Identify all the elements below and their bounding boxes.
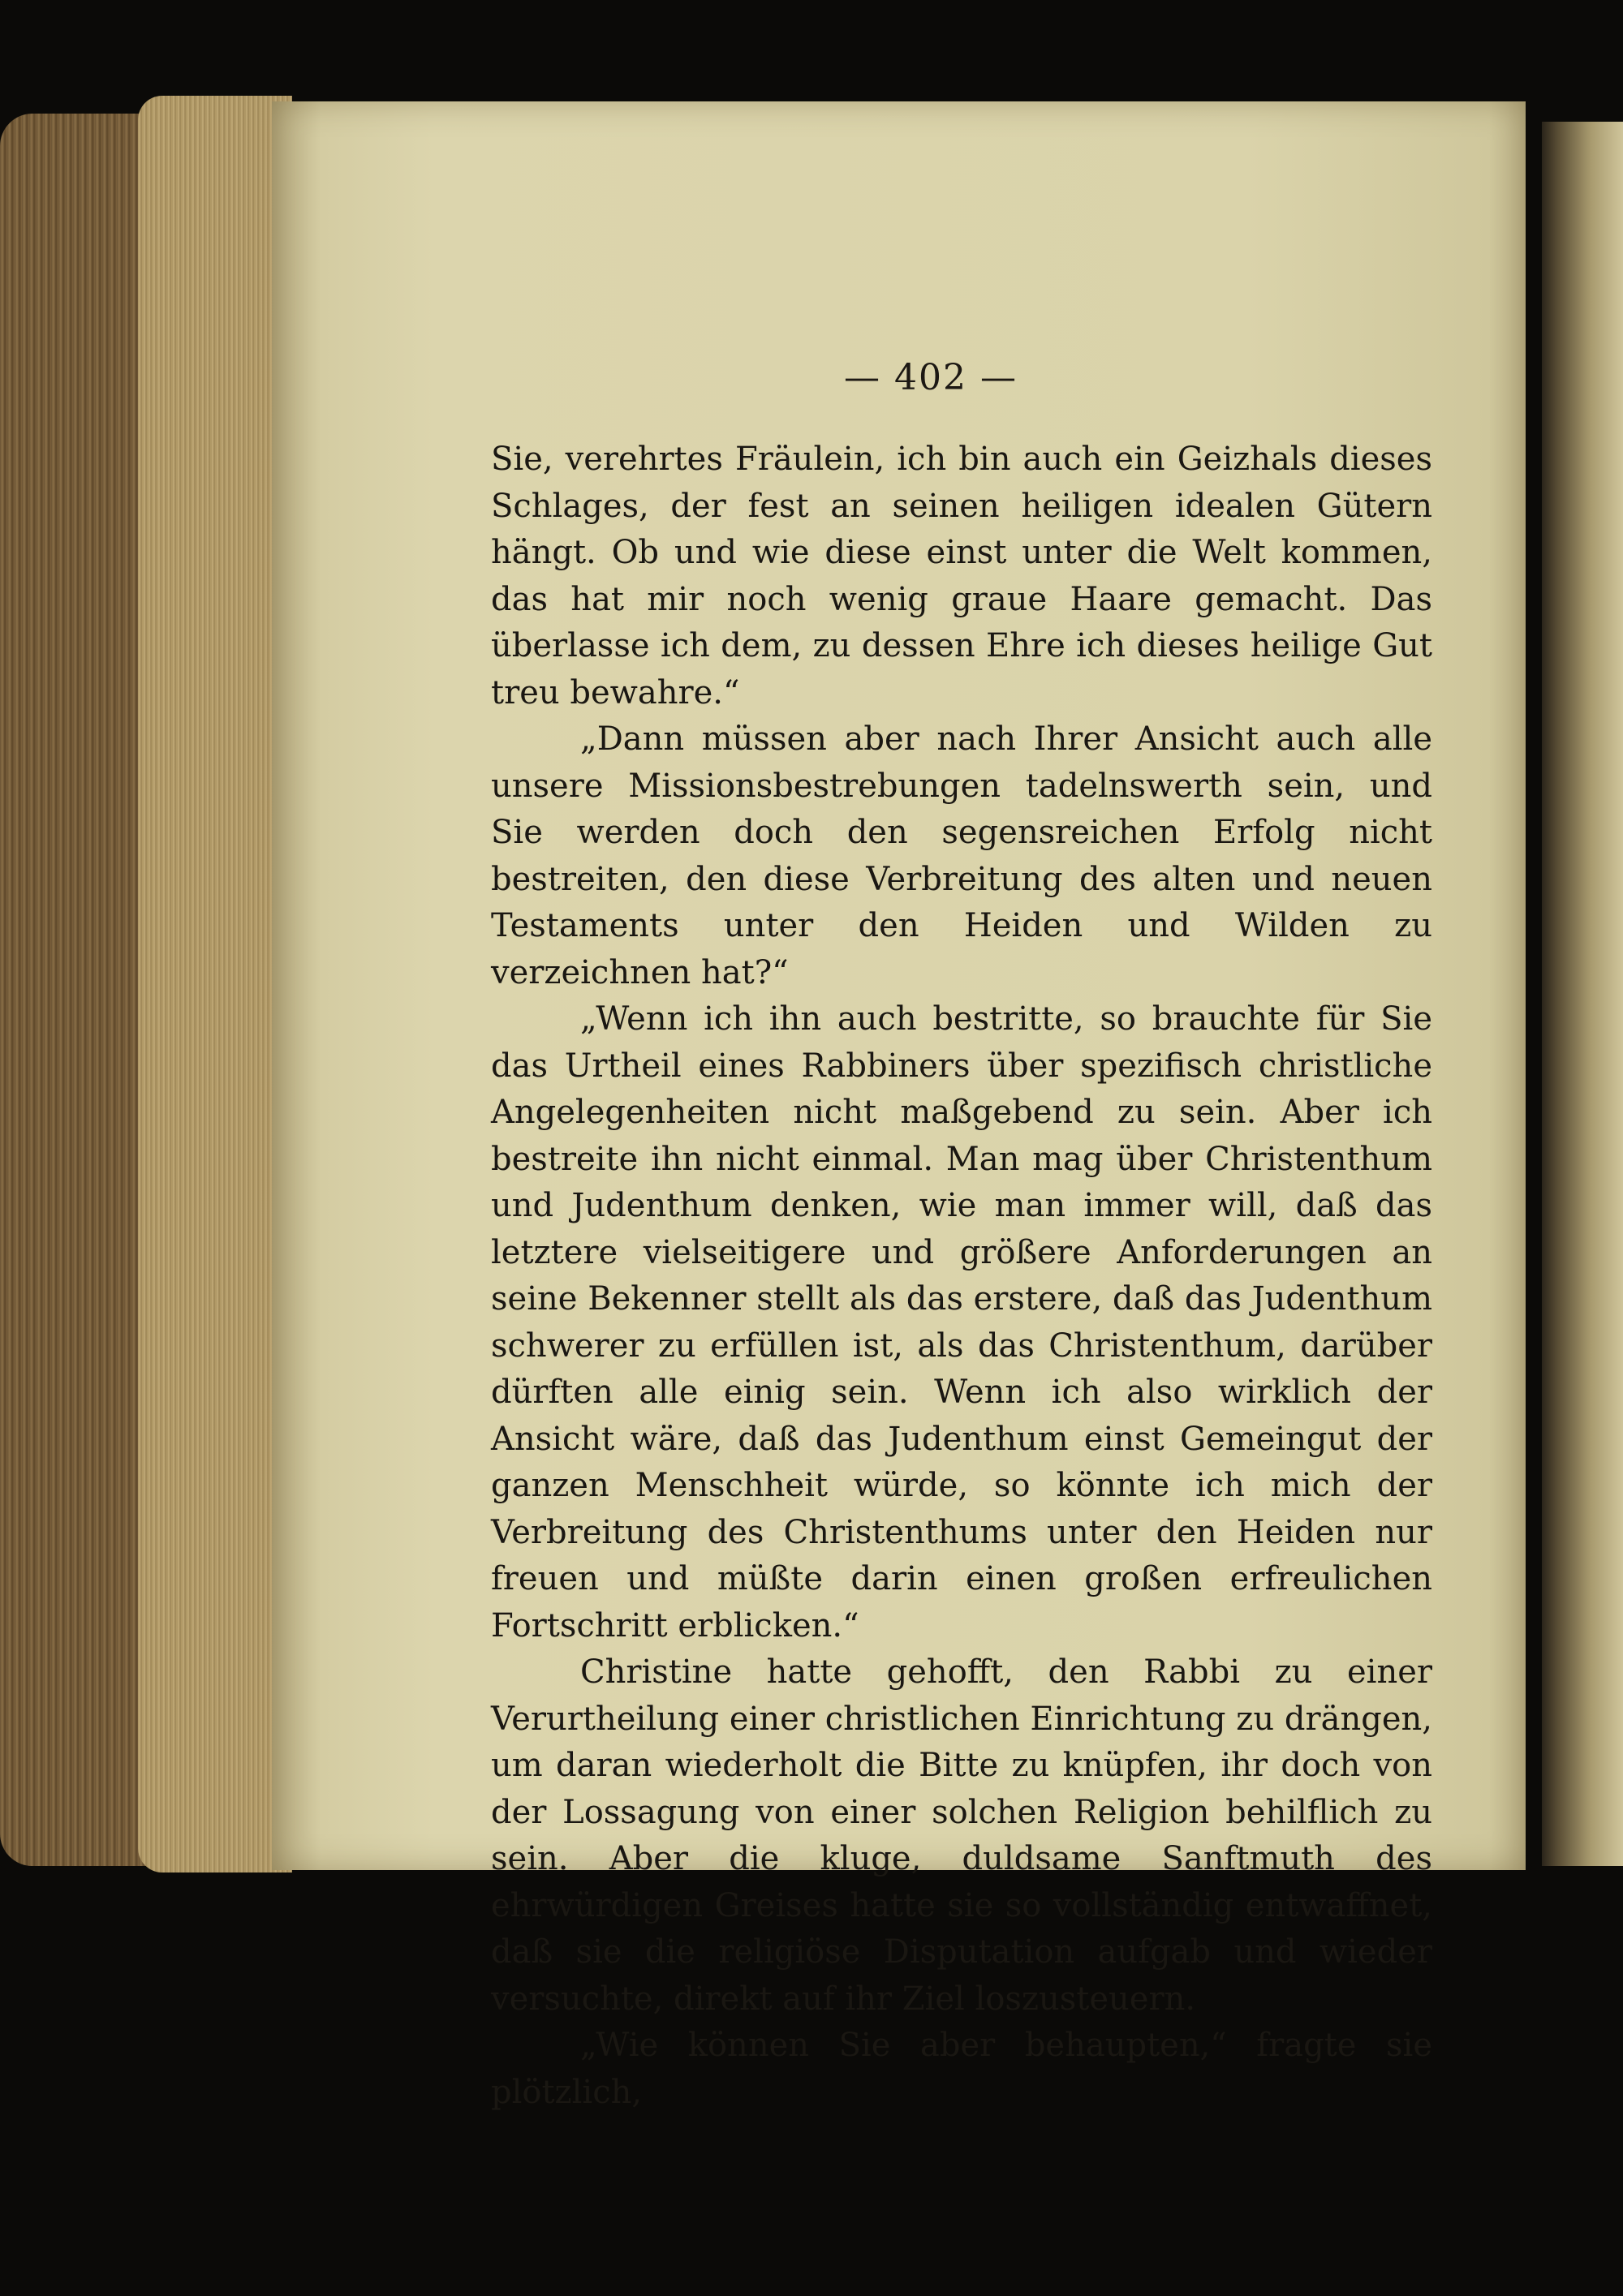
paragraph: „Wie können Sie aber behaupten,“ fragte sie plötzlich, xyxy=(491,2027,1432,2111)
paragraph: „Wenn ich ihn auch bestritte, so brauchte für Sie das Urtheil eines Rabbiners über spezifisch christliche Angelegenheiten nicht maßgebend zu sein. Aber ich bestreite ihn nicht einmal. Man mag über Christenthum und Judenthum denken, wie man immer will, daß das letztere vielseitigere und größere Anforderungen an seine Bekenner stellt als das erstere, daß das Judenthum schwerer zu erfüllen ist, als das Christenthum, darüber dürften alle einig sein. Wenn ich also wirklich der Ansicht wäre, daß das Judenthum einst Gemeingut der ganzen Menschheit würde, so könnte ich mich der Verbreitung des Christenthums unter den Heiden nur freuen und müßte darin einen großen erfreulichen Fortschritt erblicken.“ xyxy=(491,1000,1432,1645)
paragraph: „Dann müssen aber nach Ihrer Ansicht auch alle unsere Missionsbestrebungen tadelnswerth sein, und Sie werden doch den segensreichen Erfolg nicht bestreiten, den diese Verbreitung des alten und neuen Testaments unter den Heiden und Wilden zu verzeichnen hat?“ xyxy=(491,720,1432,991)
paragraph: Sie, verehrtes Fräulein, ich bin auch ein Geizhals dieses Schlages, der fest an seinen heiligen idealen Gütern hängt. Ob und wie diese einst unter die Welt kommen, das hat mir noch wenig graue Haare gemacht. Das überlasse ich dem, zu dessen Ehre ich dieses heilige Gut treu bewahre.“ xyxy=(491,441,1432,712)
facing-page-edge xyxy=(1542,122,1623,1866)
page-text xyxy=(491,436,1432,2116)
page-number: — 402 — xyxy=(844,357,1018,398)
page-stack xyxy=(138,96,292,1872)
paragraph: Christine hatte gehofft, den Rabbi zu einer Verurtheilung einer christlichen Einrichtung zu drängen, um daran wiederholt die Bitte zu knüpfen, ihr doch von der Lossagung von einer solchen Religion behilflich zu sein. Aber die kluge, duldsame Sanftmuth des ehrwürdigen Greises hatte sie so vollständig entwaffnet, daß sie die religiöse Disputation aufgab und wieder versuchte, direkt auf ihr Ziel loszusteuern. xyxy=(491,1653,1432,2018)
